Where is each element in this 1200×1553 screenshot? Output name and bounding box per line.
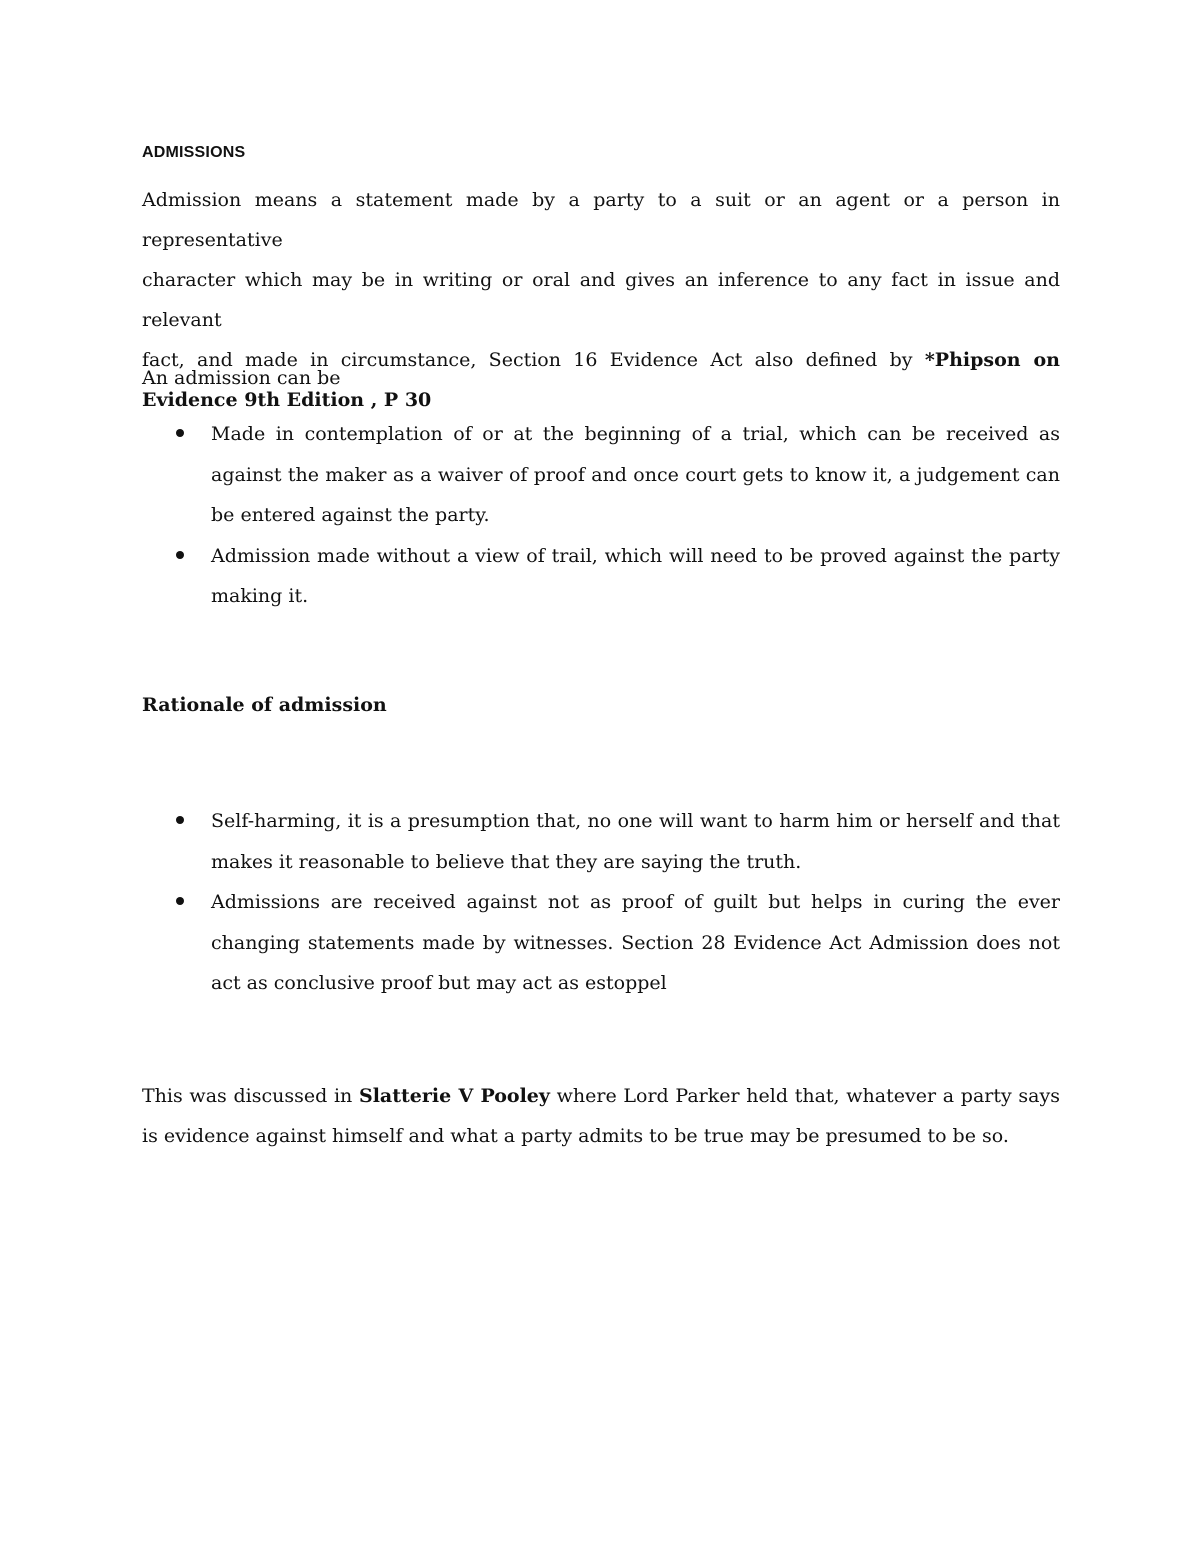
- list-item: [142, 414, 1060, 536]
- bullet-icon: [176, 551, 184, 559]
- closing-text-after: where Lord Parker held that, whatever a party says is evidence against himself and what a party admits to be true may be presumed to be so.: [142, 1085, 1060, 1147]
- bullet-icon: [176, 429, 184, 437]
- citation-phipson: *Phipson on: [924, 349, 1060, 371]
- rationale-list: [142, 801, 1060, 1004]
- intro-line-2: character which may be in writing or oral and gives an inference to any fact in issue and relevant: [142, 269, 1060, 331]
- bullet-icon: [176, 816, 184, 824]
- case-name: Slatterie V Pooley: [358, 1085, 550, 1107]
- list-item: [142, 536, 1060, 617]
- list-item-text: Admissions are received against not as proof of guilt but helps in curing the ever changing statements made by witnesses. Section 28 Evidence Act Admission does not act as conclusive proof but may act as estoppel: [211, 891, 1060, 994]
- can-be-list: [142, 414, 1060, 617]
- list-item: [142, 882, 1060, 1004]
- rationale-heading: Rationale of admission: [142, 694, 387, 716]
- intro-line-1: Admission means a statement made by a party to a suit or an agent or a person in representative: [142, 189, 1060, 251]
- citation-edition: Evidence 9th Edition , P 30: [142, 389, 432, 411]
- list-item-text: Self-harming, it is a presumption that, no one will want to harm him or herself and that makes it reasonable to believe that they are saying the truth.: [211, 810, 1060, 873]
- closing-paragraph: [142, 1076, 1060, 1156]
- list-item-text: Admission made without a view of trail, which will need to be proved against the party making it.: [211, 544, 1060, 607]
- list-item-text: Made in contemplation of or at the beginning of a trial, which can be received as against the maker as a waiver of proof and once court gets to know it, a judgement can be entered against the party.: [211, 423, 1060, 526]
- page-heading: ADMISSIONS: [142, 144, 246, 161]
- can-be-label: An admission can be: [142, 367, 341, 389]
- list-item: [142, 801, 1060, 882]
- bullet-icon: [176, 897, 184, 905]
- closing-text-before: This was discussed in: [142, 1085, 359, 1107]
- intro-line-3-text: fact, and made in circumstance, Section 16 Evidence Act also defined by: [142, 349, 925, 371]
